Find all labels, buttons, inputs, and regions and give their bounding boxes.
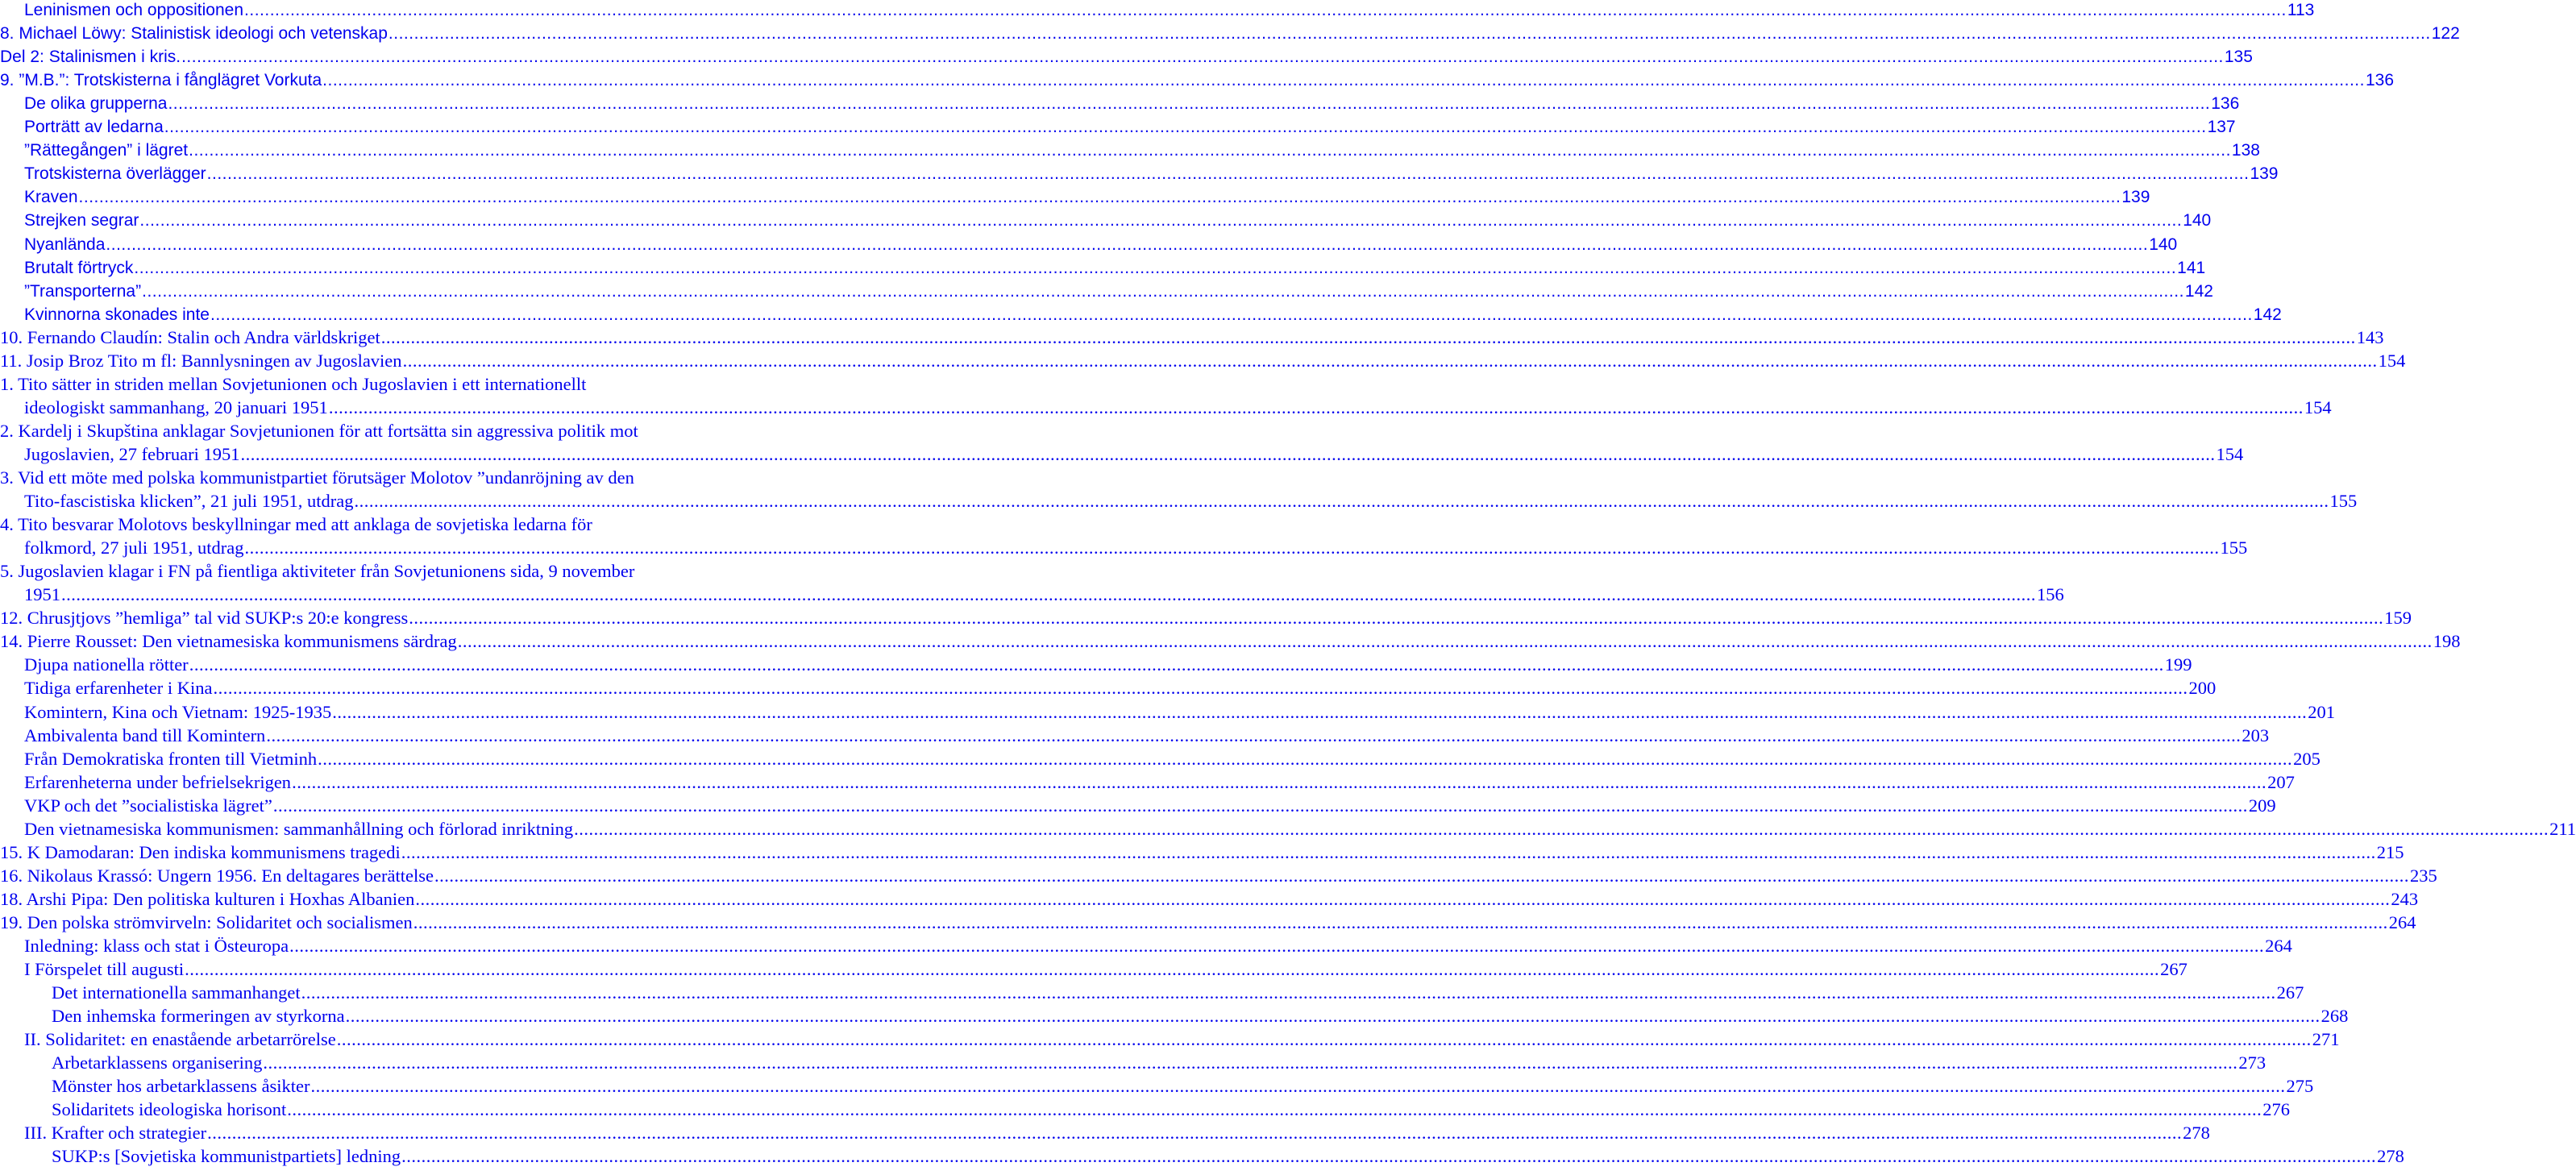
toc-page-number: 203 [2242,725,2270,745]
toc-entry[interactable] [0,1097,2290,1120]
toc-dot-leader: ................................................................................................................................................................................................................................................................................................................................................................................................................ [272,795,2248,816]
toc-entry[interactable] [0,325,2384,348]
toc-dot-leader: ................................................................................................................................................................................................................................................................................................................................................................................................................ [301,982,2276,1003]
toc-entry[interactable] [0,418,774,442]
toc-dot-leader: ................................................................................................................................................................................................................................................................................................................................................................................................................ [189,654,2164,675]
toc-page-number: 142 [2184,281,2213,301]
toc-page-number: 138 [2231,141,2260,160]
toc-entry-continuation[interactable] [0,395,2332,418]
toc-dot-leader: ................................................................................................................................................................................................................................................................................................................................................................................................................ [181,48,2224,67]
toc-dot-leader: ................................................................................................................................................................................................................................................................................................................................................................................................................ [322,71,2365,90]
toc-entry[interactable] [0,255,2206,278]
toc-page-number: 278 [2183,1123,2210,1144]
toc-dot-leader: ................................................................................................................................................................................................................................................................................................................................................................................................................ [388,24,2431,44]
toc-dot-leader: ................................................................................................................................................................................................................................................................................................................................................................................................................ [380,326,2356,347]
toc-dot-leader: ................................................................................................................................................................................................................................................................................................................................................................................................................ [574,818,2549,839]
toc-page-number: 271 [2312,1029,2340,1050]
toc-entry[interactable] [0,0,2315,20]
toc-page-number: 198 [2433,631,2461,652]
toc-dot-leader: ................................................................................................................................................................................................................................................................................................................................................................................................................ [266,725,2242,745]
toc-entry-title: Porträtt av ledarna [24,118,164,137]
toc-entry-title: Del 2: Stalinismen i kris. [0,48,181,67]
toc-dot-leader: ................................................................................................................................................................................................................................................................................................................................................................................................................ [415,888,2391,909]
toc-entry-title: Inledning: klass och stat i Östeuropa [24,936,289,956]
toc-dot-leader: ................................................................................................................................................................................................................................................................................................................................................................................................................ [292,771,2267,792]
toc-entry-continuation[interactable] [0,582,2064,605]
toc-entry[interactable] [0,160,2279,184]
toc-entry[interactable] [0,67,2395,90]
toc-entry-title: Mönster hos arbetarklassens åsikter [52,1076,310,1097]
toc-entry[interactable] [0,980,2304,1003]
toc-page-number: 135 [2224,48,2253,67]
toc-entry[interactable] [0,1120,2210,1144]
toc-page-number: 143 [2356,326,2384,347]
toc-entry[interactable] [0,1073,2314,1097]
toc-entry[interactable] [0,957,2188,980]
toc-entry-continuation[interactable] [0,488,2358,512]
toc-entry[interactable] [0,184,2150,207]
toc-entry[interactable] [0,863,2437,886]
toc-entry[interactable] [0,20,2460,44]
toc-page-number: 140 [2149,235,2178,254]
toc-page-number: 207 [2267,771,2295,792]
toc-dot-leader: ................................................................................................................................................................................................................................................................................................................................................................................................................ [206,164,2250,184]
toc-dot-leader: ................................................................................................................................................................................................................................................................................................................................................................................................................ [413,911,2388,932]
toc-dot-leader: ................................................................................................................................................................................................................................................................................................................................................................................................................ [240,443,2216,464]
toc-entry[interactable] [0,348,2406,372]
toc-entry-title: 1. Tito sätter in striden mellan Sovjetunionen och Jugoslavien i ett internationellt [0,373,587,394]
toc-dot-leader: ................................................................................................................................................................................................................................................................................................................................................................................................................ [61,584,2036,605]
toc-entry[interactable] [0,886,2419,910]
toc-entry-title: Djupa nationella rötter [24,654,189,675]
toc-page-number: 243 [2391,888,2419,909]
toc-dot-leader: ................................................................................................................................................................................................................................................................................................................................................................................................................ [185,959,2160,980]
toc-entry[interactable] [0,933,2292,957]
toc-entry-continuation[interactable] [0,442,2244,465]
toc-entry-continuation[interactable] [0,535,2248,558]
toc-entry-title: Från Demokratiska fronten till Vietminh [24,748,318,769]
toc-entry-title: Leninismen och oppositionen [24,1,244,19]
toc-dot-leader: ................................................................................................................................................................................................................................................................................................................................................................................................................ [354,491,2329,512]
toc-dot-leader: ................................................................................................................................................................................................................................................................................................................................................................................................................ [210,305,2253,324]
toc-dot-leader: ................................................................................................................................................................................................................................................................................................................................................................................................................ [213,678,2188,699]
toc-entry-title: Det internationella sammanhanget [52,982,301,1003]
toc-dot-leader: ................................................................................................................................................................................................................................................................................................................................................................................................................ [139,211,2183,230]
toc-dot-leader: ................................................................................................................................................................................................................................................................................................................................................................................................................ [328,397,2304,417]
toc-dot-leader: ................................................................................................................................................................................................................................................................................................................................................................................................................ [244,1,2287,19]
toc-dot-leader: ................................................................................................................................................................................................................................................................................................................................................................................................................ [401,841,2376,862]
toc-dot-leader: ................................................................................................................................................................................................................................................................................................................................................................................................................ [78,188,2121,207]
toc-dot-leader: ................................................................................................................................................................................................................................................................................................................................................................................................................ [434,865,2409,886]
toc-entry-title: 12. Chrusjtjovs ”hemliga” tal vid SUKP:s 20:e kongress [0,608,409,629]
toc-entry-title: Kvinnorna skonades inte [24,305,210,324]
toc-entry-title: 2. Kardelj i Skupština anklagar Sovjetunionen för att fortsätta sin aggressiva politik mot [0,420,638,441]
toc-entry-title: ”Rättegången” i lägret [24,141,189,160]
toc-entry-title: 3. Vid ett möte med polska kommunistpartiet förutsäger Molotov ”undanröjning av den [0,467,634,488]
toc-entry-title: II. Solidaritet: en enastående arbetarrörelse [24,1029,336,1050]
toc-entry-title: Komintern, Kina och Vietnam: 1925-1935 [24,701,332,722]
toc-entry[interactable] [0,675,2217,699]
toc-dot-leader: ................................................................................................................................................................................................................................................................................................................................................................................................................ [164,118,2207,137]
toc-entry[interactable] [0,793,2276,816]
toc-entry-title: Den inhemska formeringen av styrkorna [52,1006,345,1027]
toc-entry[interactable] [0,137,2260,160]
toc-entry-title: 11. Josip Broz Tito m fl: Bannlysningen av Jugoslavien [0,350,402,371]
toc-entry-title: De olika grupperna [24,94,168,114]
toc-dot-leader: ................................................................................................................................................................................................................................................................................................................................................................................................................ [263,1053,2238,1073]
toc-page-number: 199 [2164,654,2192,675]
toc-page-number: 268 [2320,1006,2349,1027]
toc-entry-title: 10. Fernando Claudín: Stalin och Andra världskriget [0,326,380,347]
toc-page-number: 276 [2262,1099,2290,1120]
toc-page-number: 264 [2388,911,2416,932]
toc-entry-title: 4. Tito besvarar Molotovs beskyllningar med att anklaga de sovjetiska ledarna för [0,514,592,535]
toc-entry[interactable] [0,746,2320,770]
toc-dot-leader: ................................................................................................................................................................................................................................................................................................................................................................................................................ [336,1029,2312,1050]
toc-entry-title: Tito-fascistiska klicken”, 21 juli 1951, utdrag [24,491,354,512]
toc-entry[interactable] [0,44,2253,67]
toc-entry-title: ”Transporterna” [24,281,142,301]
toc-entry-title: VKP och det ”socialistiska lägret” [24,795,272,816]
toc-entry[interactable] [0,1003,2349,1027]
toc-entry[interactable] [0,558,774,582]
toc-dot-leader: ................................................................................................................................................................................................................................................................................................................................................................................................................ [345,1006,2320,1027]
toc-entry[interactable] [0,840,2404,863]
toc-page-number: 278 [2377,1146,2404,1167]
toc-entry-title: 14. Pierre Rousset: Den vietnamesiska kommunismens särdrag [0,631,457,652]
toc-page-number: 136 [2211,94,2240,114]
toc-entry-title: Arbetarklassens organisering [52,1053,263,1073]
toc-dot-leader: ................................................................................................................................................................................................................................................................................................................................................................................................................ [289,936,2265,956]
toc-entry-title: Solidaritets ideologiska horisont [52,1099,287,1120]
toc-entry[interactable] [0,605,2412,629]
toc-page-number: 122 [2431,24,2460,44]
toc-page-number: 139 [2250,164,2279,184]
toc-page-number: 154 [2378,350,2406,371]
toc-entry[interactable] [0,372,774,395]
toc-page-number: 235 [2409,865,2437,886]
toc-dot-leader: ................................................................................................................................................................................................................................................................................................................................................................................................................ [402,350,2378,371]
toc-entry[interactable] [0,114,2236,137]
toc-entry-title: Trotskisterna överlägger [24,164,206,184]
toc-dot-leader: ................................................................................................................................................................................................................................................................................................................................................................................................................ [207,1123,2183,1144]
toc-entry[interactable] [0,301,2282,325]
toc-page-number: 209 [2248,795,2276,816]
toc-page-number: 137 [2207,118,2236,137]
toc-entry-title: 5. Jugoslavien klagar i FN på fientliga aktiviteter från Sovjetunionens sida, 9 november [0,561,635,582]
toc-page-number: 156 [2037,584,2064,605]
toc-entry-title: Erfarenheterna under befrielsekrigen [24,771,292,792]
toc-dot-leader: ................................................................................................................................................................................................................................................................................................................................................................................................................ [332,701,2308,722]
toc-entry[interactable] [0,1144,2404,1167]
toc-entry-title: Strejken segrar [24,211,139,230]
toc-entry-title: folkmord, 27 juli 1951, utdrag [24,538,244,558]
toc-dot-leader: ................................................................................................................................................................................................................................................................................................................................................................................................................ [106,235,2149,254]
toc-entry-title: SUKP:s [Sovjetiska kommunistpartiets] ledning [52,1146,401,1167]
toc-dot-leader: ................................................................................................................................................................................................................................................................................................................................................................................................................ [142,281,2184,301]
toc-dot-leader: ................................................................................................................................................................................................................................................................................................................................................................................................................ [168,94,2211,114]
toc-page-number: 273 [2238,1053,2266,1073]
toc-entry[interactable] [0,1050,2266,1073]
toc-dot-leader: ................................................................................................................................................................................................................................................................................................................................................................................................................ [189,141,2231,160]
toc-entry[interactable] [0,1027,2340,1050]
toc-page-number: 154 [2304,397,2332,417]
toc-page-number: 155 [2329,491,2358,512]
toc-entry-title: 19. Den polska strömvirveln: Solidaritet och socialismen [0,911,413,932]
toc-page-number: 139 [2121,188,2150,207]
toc-entry-title: 9. ”M.B.”: Trotskisterna i fånglägret Vorkuta [0,71,322,90]
toc-page-number: 159 [2384,608,2412,629]
toc-entry[interactable] [0,465,774,488]
toc-entry[interactable] [0,207,2212,230]
toc-entry-title: Tidiga erfarenheter i Kina [24,678,213,699]
toc-page-number: 211 [2549,818,2576,839]
toc-page-number: 215 [2376,841,2404,862]
toc-page-number: 267 [2160,959,2188,980]
toc-page-number: 205 [2293,748,2320,769]
toc-page-number: 264 [2265,936,2292,956]
toc-entry[interactable] [0,770,2295,793]
toc-entry-title: Brutalt förtryck [24,258,134,277]
toc-entry[interactable] [0,278,2213,301]
toc-entry[interactable] [0,910,2416,933]
toc-page-number: 200 [2188,678,2217,699]
toc-page-number: 140 [2183,211,2212,230]
toc-page-number: 142 [2253,305,2282,324]
toc-entry[interactable] [0,629,2461,652]
toc-dot-leader: ................................................................................................................................................................................................................................................................................................................................................................................................................ [134,258,2177,277]
toc-entry-title: 16. Nikolaus Krassó: Ungern 1956. En deltagares berättelse [0,865,434,886]
toc-entry-title: Nyanlända [24,235,106,254]
toc-entry[interactable] [0,231,2178,255]
toc-entry-title: Kraven [24,188,78,207]
toc-dot-leader: ................................................................................................................................................................................................................................................................................................................................................................................................................ [401,1146,2377,1167]
toc-dot-leader: ................................................................................................................................................................................................................................................................................................................................................................................................................ [318,748,2293,769]
toc-page-number: 154 [2216,443,2244,464]
toc-entry[interactable] [0,723,2270,746]
toc-entry-title: 8. Michael Löwy: Stalinistisk ideologi och vetenskap [0,24,388,44]
toc-entry[interactable] [0,700,2336,723]
toc-dot-leader: ................................................................................................................................................................................................................................................................................................................................................................................................................ [310,1076,2286,1097]
toc-entry[interactable] [0,90,2240,114]
toc-entry[interactable] [0,512,774,535]
toc-page-number: 201 [2308,701,2336,722]
toc-entry-title: Jugoslavien, 27 februari 1951 [24,443,240,464]
toc-page-number: 267 [2276,982,2304,1003]
toc-dot-leader: ................................................................................................................................................................................................................................................................................................................................................................................................................ [409,608,2384,629]
toc-entry-title: ideologiskt sammanhang, 20 januari 1951 [24,397,328,417]
toc-dot-leader: ................................................................................................................................................................................................................................................................................................................................................................................................................ [287,1099,2262,1120]
toc-entry-title: Den vietnamesiska kommunismen: sammanhållning och förlorad inriktning [24,818,574,839]
toc-page-number: 275 [2286,1076,2314,1097]
toc-entry[interactable] [0,652,2192,675]
toc-page-number: 155 [2220,538,2248,558]
toc-entry-title: I Förspelet till augusti [24,959,185,980]
toc-entry[interactable] [0,816,2576,840]
toc-page-number: 141 [2177,258,2206,277]
toc-page-number: 113 [2287,1,2315,19]
toc-entry-title: 18. Arshi Pipa: Den politiska kulturen i Hoxhas Albanien [0,888,415,909]
toc-entry-title: 15. K Damodaran: Den indiska kommunismens tragedi [0,841,401,862]
toc-dot-leader: ................................................................................................................................................................................................................................................................................................................................................................................................................ [457,631,2433,652]
toc-entry-title: 1951 [24,584,60,605]
toc-entry-title: III. Krafter och strategier [24,1123,207,1144]
toc-page-number: 136 [2365,71,2395,90]
toc-entry-title: Ambivalenta band till Komintern [24,725,266,745]
toc-dot-leader: ................................................................................................................................................................................................................................................................................................................................................................................................................ [244,538,2220,558]
